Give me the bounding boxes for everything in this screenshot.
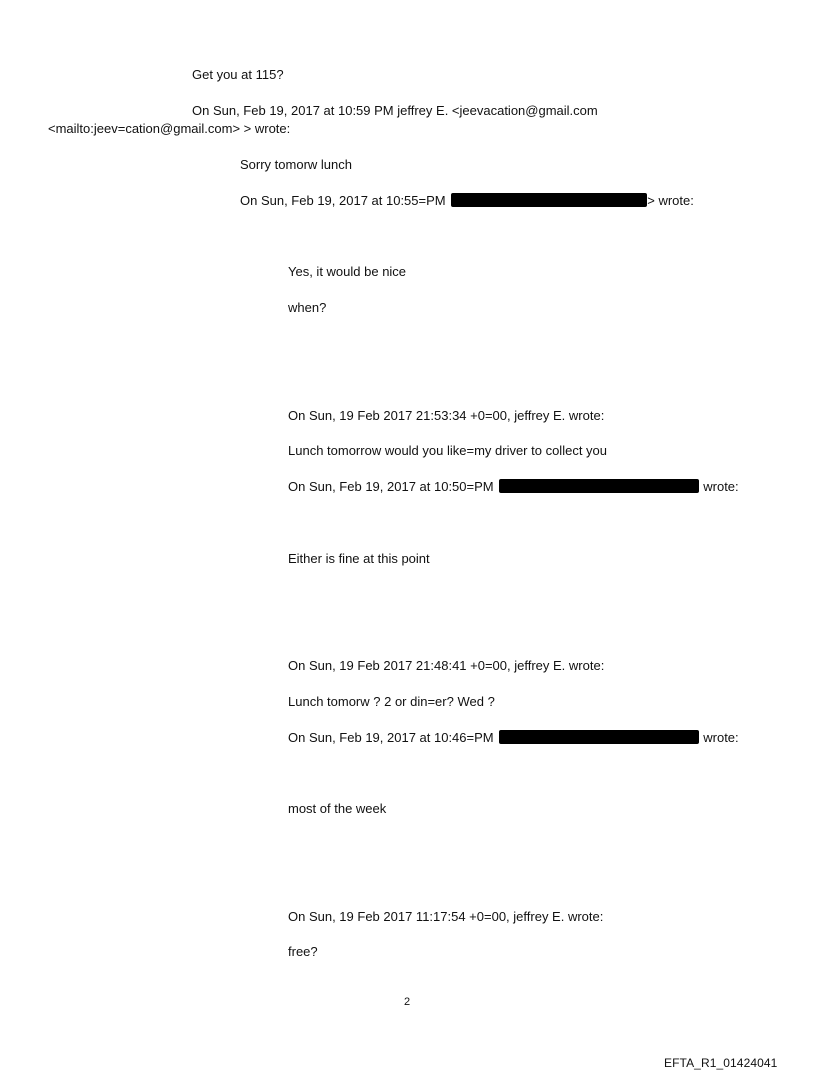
message-text: free? [288, 944, 318, 959]
quote-header [288, 479, 739, 495]
message-text: Either is fine at this point [288, 551, 430, 566]
document-id: EFTA_R1_01424041 [664, 1056, 778, 1070]
quote-header-prefix: On Sun, Feb 19, 2017 at 10:46=PM [288, 730, 494, 745]
message-text: when? [288, 300, 327, 315]
quote-header-prefix: On Sun, Feb 19, 2017 at 10:55=PM [240, 193, 446, 208]
quote-header-suffix: wrote: [703, 730, 739, 745]
redaction-bar [499, 479, 699, 493]
quote-header [288, 730, 739, 746]
message-text: Get you at 115? [192, 67, 284, 82]
message-text: most of the week [288, 801, 387, 816]
message-text: Lunch tomorw ? 2 or din=er? Wed ? [288, 694, 495, 709]
quote-header-prefix: On Sun, Feb 19, 2017 at 10:50=PM [288, 479, 494, 494]
quote-header: On Sun, 19 Feb 2017 11:17:54 +0=00, jeffrey E. wrote: [288, 909, 604, 924]
redaction-bar [451, 193, 647, 207]
message-text: Sorry tomorw lunch [240, 157, 352, 172]
quote-header-suffix: wrote: [703, 479, 739, 494]
quote-header-suffix: > wrote: [647, 193, 694, 208]
quote-header: On Sun, Feb 19, 2017 at 10:59 PM jeffrey E. <jeevacation@gmail.com [192, 103, 598, 118]
quote-header: On Sun, 19 Feb 2017 21:48:41 +0=00, jeffrey E. wrote: [288, 658, 605, 673]
message-text: Lunch tomorrow would you like=my driver to collect you [288, 443, 608, 458]
quote-header-continued: <mailto:jeev=cation@gmail.com> > wrote: [48, 121, 291, 136]
quote-header [240, 193, 694, 209]
page-number: 2 [404, 996, 411, 1008]
message-text: Yes, it would be nice [288, 264, 407, 279]
quote-header: On Sun, 19 Feb 2017 21:53:34 +0=00, jeffrey E. wrote: [288, 408, 605, 423]
redaction-bar [499, 730, 699, 744]
